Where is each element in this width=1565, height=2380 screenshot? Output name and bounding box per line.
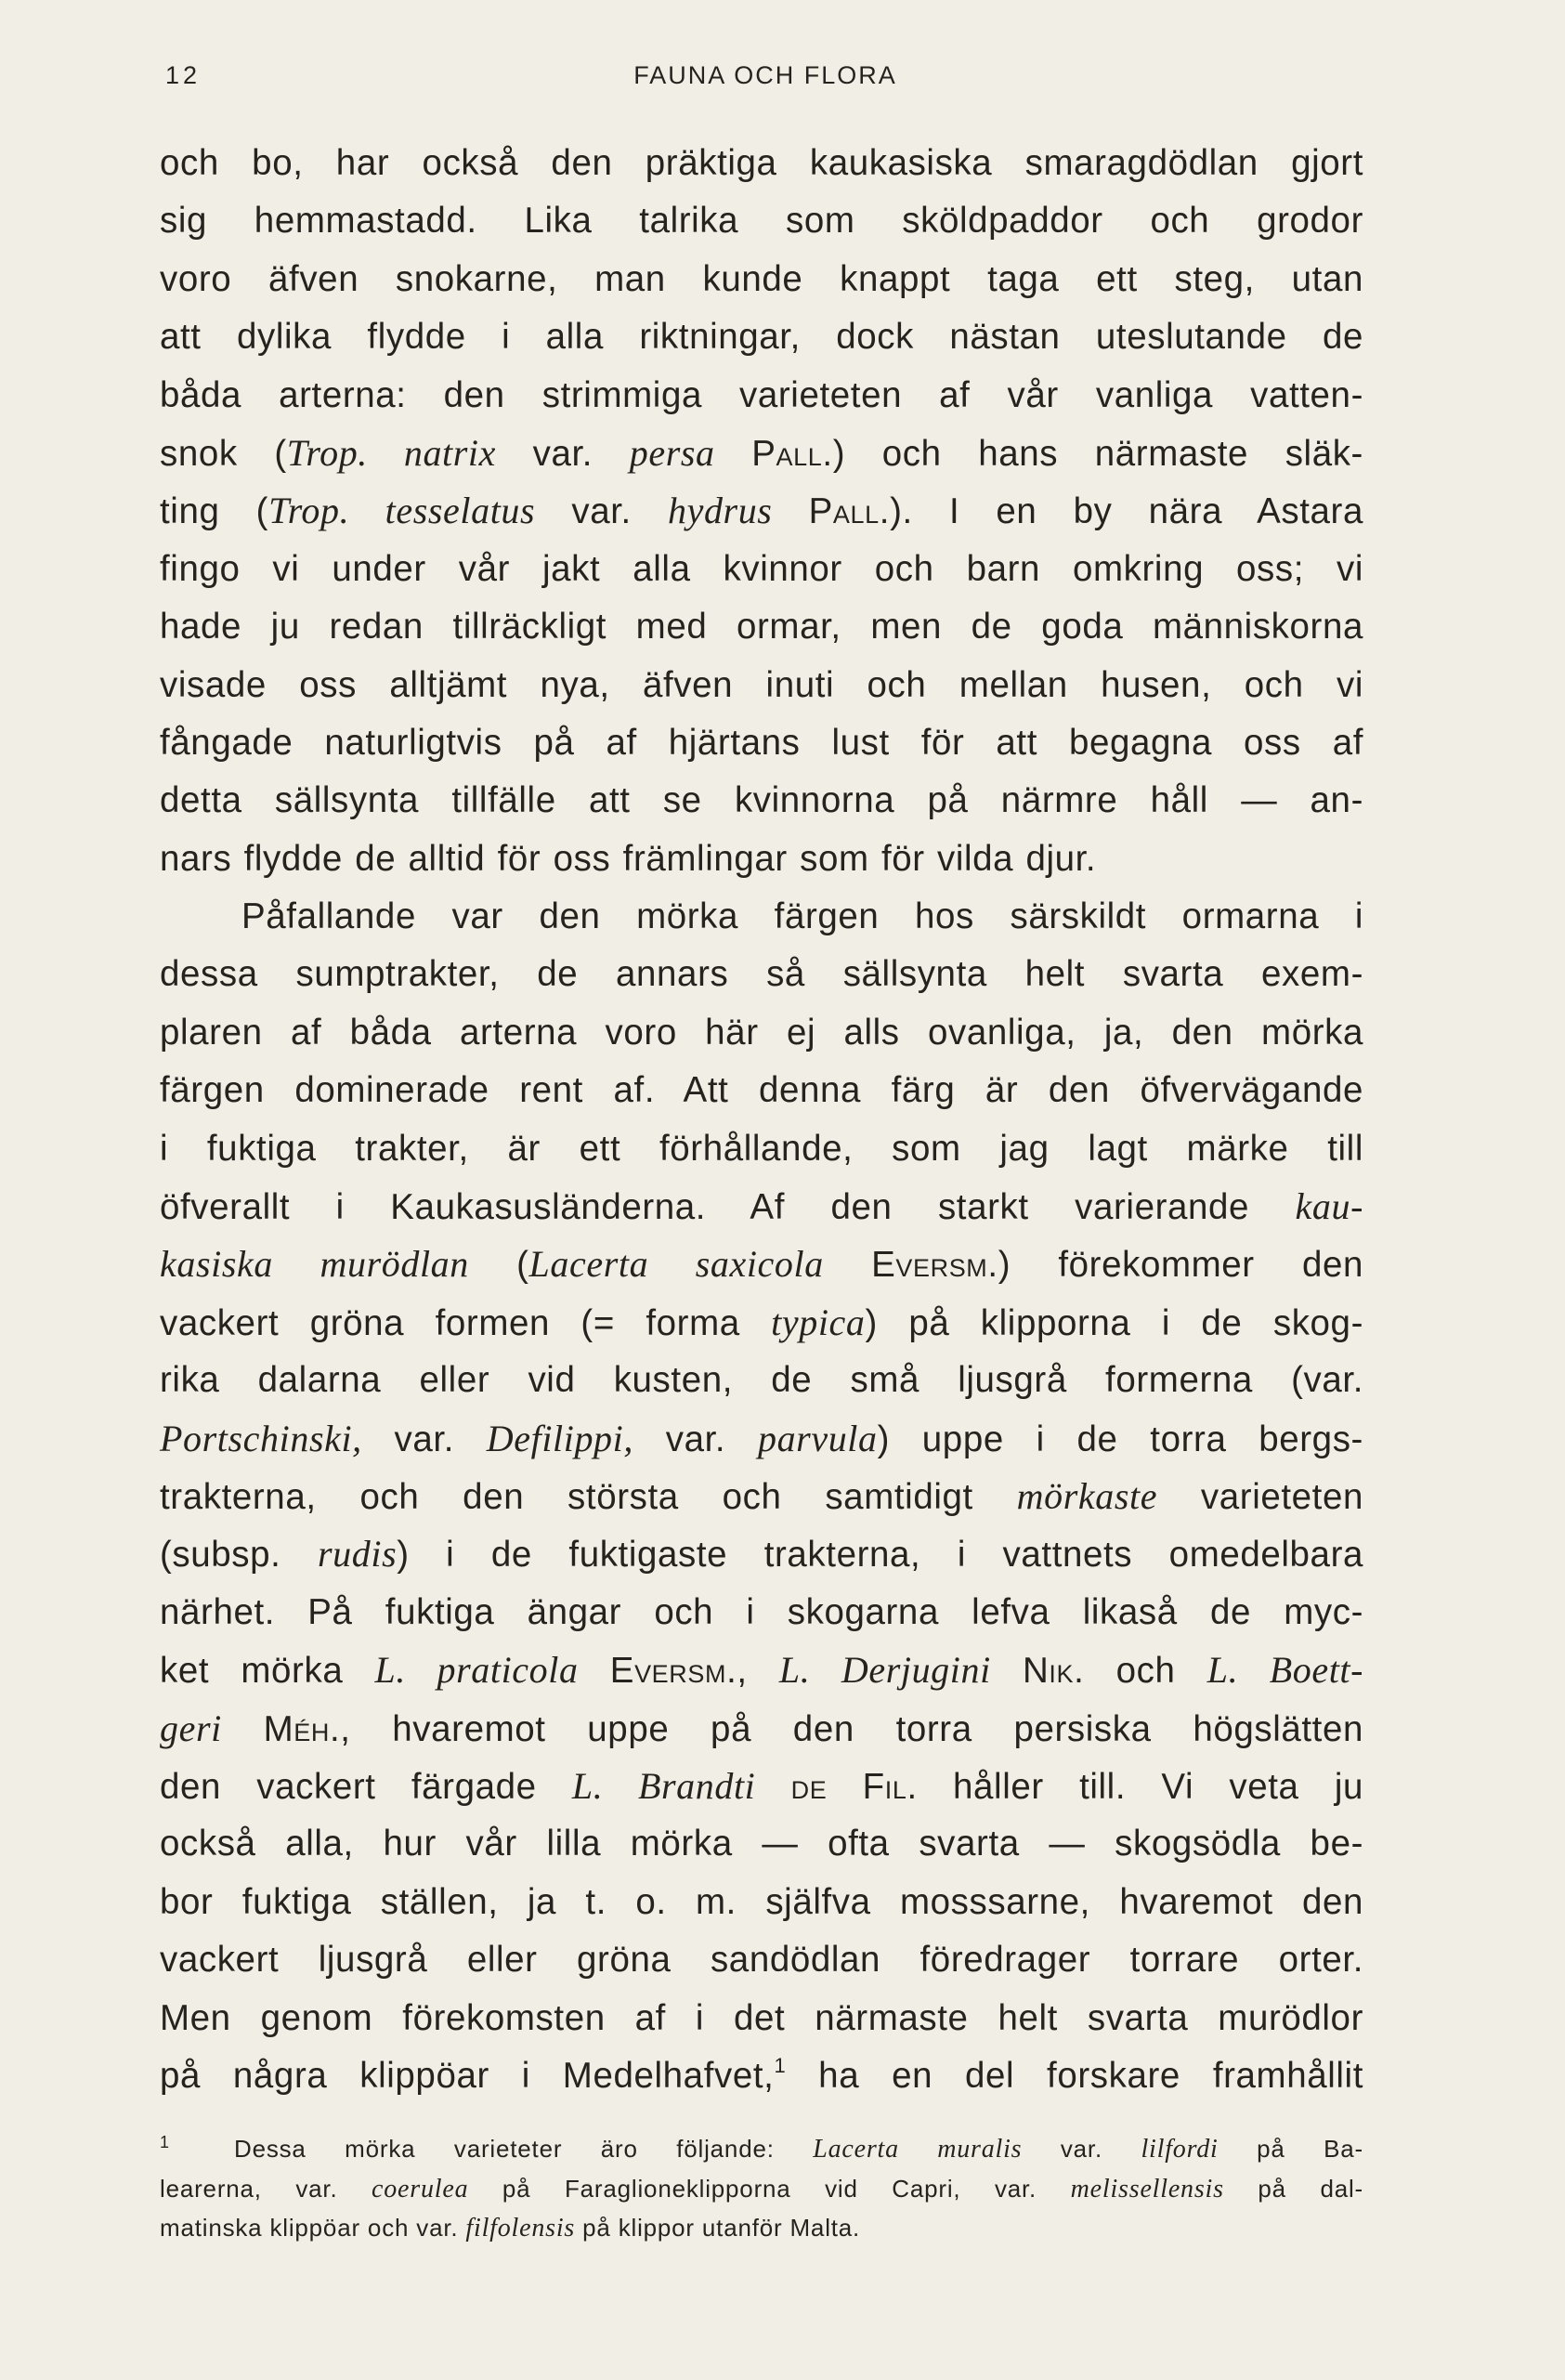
footnote-reference: 1 — [774, 2053, 787, 2077]
text-line: bor fuktiga ställen, ja t. o. m. själfva mosssarne, hvaremot den — [160, 1881, 1363, 1922]
author-abbrev: Eversm. — [609, 1651, 737, 1692]
species-name: L. Derjugini — [778, 1649, 991, 1692]
author-abbrev: Eversm. — [871, 1245, 998, 1286]
text-line: fångade naturligtvis på af hjärtans lust för att begagna oss af — [160, 722, 1363, 763]
body-text — [160, 135, 1363, 2105]
text-line: att dylika flydde i alla riktningar, dock nästan uteslutande de — [160, 317, 1363, 358]
species-name: Lacerta saxicola — [528, 1243, 824, 1286]
author-abbrev: Nik. — [1023, 1651, 1085, 1692]
text-line: nars flydde de alltid för oss främlingar som för vilda djur. — [160, 838, 1097, 879]
text-line: Men genom förekomsten af i det närmaste helt svarta murödlor — [160, 1997, 1363, 2038]
footnote-marker: 1 — [160, 2133, 170, 2151]
species-name: Lacerta muralis — [813, 2135, 1023, 2164]
variety-name: coerulea — [372, 2174, 469, 2203]
text-line: plaren af båda arterna voro här ej alls ovanliga, ja, den mörka — [160, 1012, 1363, 1053]
text-line: öfverallt i Kaukasusländerna. Af den starkt varierande kau- — [160, 1185, 1363, 1228]
page-number: 12 — [165, 61, 202, 89]
emphasis: mörkaste — [1016, 1474, 1158, 1517]
text-line: geri Méh., hvaremot uppe på den torra persiska högslätten — [160, 1707, 1363, 1749]
text-line: vackert ljusgrå eller gröna sandödlan föredrager torrare orter. — [160, 1940, 1363, 1981]
text-line: båda arterna: den strimmiga varieteten af vår vanliga vatten- — [160, 374, 1363, 415]
footnote-line: learerna, var. coerulea på Faraglioneklipporna vid Capri, var. melissellensis på dal- — [160, 2174, 1363, 2203]
variety-name: Portschinski, — [160, 1417, 362, 1459]
author-abbrev: de Fil. — [790, 1766, 918, 1807]
variety-name: persa — [629, 431, 715, 474]
text-line: färgen dominerade rent af. Att denna färg är den öfvervägande — [160, 1070, 1363, 1111]
running-title: FAUNA OCH FLORA — [633, 61, 897, 89]
variety-name: Defilippi, — [486, 1417, 633, 1459]
text-line: hade ju redan tillräckligt med ormar, men de goda människorna — [160, 607, 1363, 647]
variety-name: melissellensis — [1070, 2174, 1224, 2203]
text-line: trakterna, och den största och samtidigt mörkaste varieteten — [160, 1474, 1364, 1517]
text-line: på några klippöar i Medelhafvet,$^1$ ha en del forskare framhållit — [160, 2053, 1364, 2096]
species-name: geri — [160, 1707, 222, 1749]
variety-name: filfolensis — [465, 2214, 576, 2243]
species-name: L. praticola — [374, 1649, 579, 1692]
text-line: Portschinski, var. Defilippi, var. parvula) uppe i de torra bergs- — [160, 1417, 1363, 1459]
common-name: kau- — [1295, 1185, 1363, 1228]
text-line: detta sällsynta tillfälle att se kvinnorna på närmre håll — an- — [160, 780, 1363, 821]
text-line: ket mörka L. praticola Eversm., L. Derjugini Nik. och L. Boett- — [160, 1649, 1364, 1692]
text-line: och bo, har också den präktiga kaukasiska smaragdödlan gjort — [160, 143, 1363, 183]
text-line: (subsp. rudis) i de fuktigaste trakterna, i vattnets omedelbara — [160, 1533, 1364, 1576]
author-abbrev: Méh. — [263, 1708, 341, 1749]
text-line: också alla, hur vår lilla mörka — ofta svarta — skogsödla be- — [160, 1824, 1363, 1864]
common-name: kasiska murödlan — [160, 1243, 469, 1286]
author-abbrev: Pall. — [751, 433, 833, 474]
variety-name: typica — [771, 1301, 866, 1343]
text-line: den vackert färgade L. Brandti de Fil. håller till. Vi veta ju — [160, 1764, 1364, 1807]
species-name: L. Boett- — [1206, 1649, 1364, 1692]
text-line: visade oss alltjämt nya, äfven inuti och mellan husen, och vi — [160, 664, 1363, 705]
species-name: L. Brandti — [571, 1764, 756, 1807]
author-abbrev: Pall. — [808, 491, 891, 532]
text-line: dessa sumptrakter, de annars så sällsynta helt svarta exem- — [160, 954, 1363, 995]
text-line: rika dalarna eller vid kusten, de små ljusgrå formerna (var. — [160, 1360, 1363, 1401]
text-line: voro äfven snokarne, man kunde knappt taga ett steg, utan — [160, 258, 1363, 299]
text-line: kasiska murödlan (Lacerta saxicola Eversm.) förekommer den — [160, 1243, 1364, 1286]
variety-name: hydrus — [667, 490, 773, 532]
footnote-line: $^1$ Dessa mörka varieteter äro följande: Lacerta muralis var. lilfordi på Ba- — [160, 2129, 1363, 2169]
text-line: närhet. På fuktiga ängar och i skogarna lefva likaså de myc- — [160, 1591, 1363, 1632]
variety-name: lilfordi — [1141, 2135, 1219, 2164]
text-line: fingo vi under vår jakt alla kvinnor och barn omkring oss; vi — [160, 548, 1363, 589]
text-line: sig hemmastadd. Lika talrika som sköldpaddor och grodor — [160, 201, 1363, 242]
text-line: snok (Trop. natrix var. persa Pall.) och hans närmaste släk- — [160, 431, 1363, 474]
species-name: Trop. tesselatus — [268, 490, 536, 532]
text-line: Påfallande var den mörka färgen hos särskildt ormarna i — [241, 896, 1363, 937]
text-line: ting (Trop. tesselatus var. hydrus Pall.). I en by nära Astara — [160, 490, 1363, 532]
species-name: Trop. natrix — [286, 431, 496, 474]
text-line: vackert gröna formen (= forma typica) på klipporna i de skog- — [160, 1301, 1363, 1343]
page-header — [165, 61, 1365, 98]
subspecies-name: rudis — [317, 1533, 398, 1576]
text-line: i fuktiga trakter, är ett förhållande, som jag lagt märke till — [160, 1128, 1363, 1169]
footnote-line: matinska klippöar och var. filfolensis på klippor utanför Malta. — [160, 2214, 861, 2243]
variety-name: parvula — [757, 1417, 878, 1459]
footnotes — [160, 2129, 1363, 2248]
